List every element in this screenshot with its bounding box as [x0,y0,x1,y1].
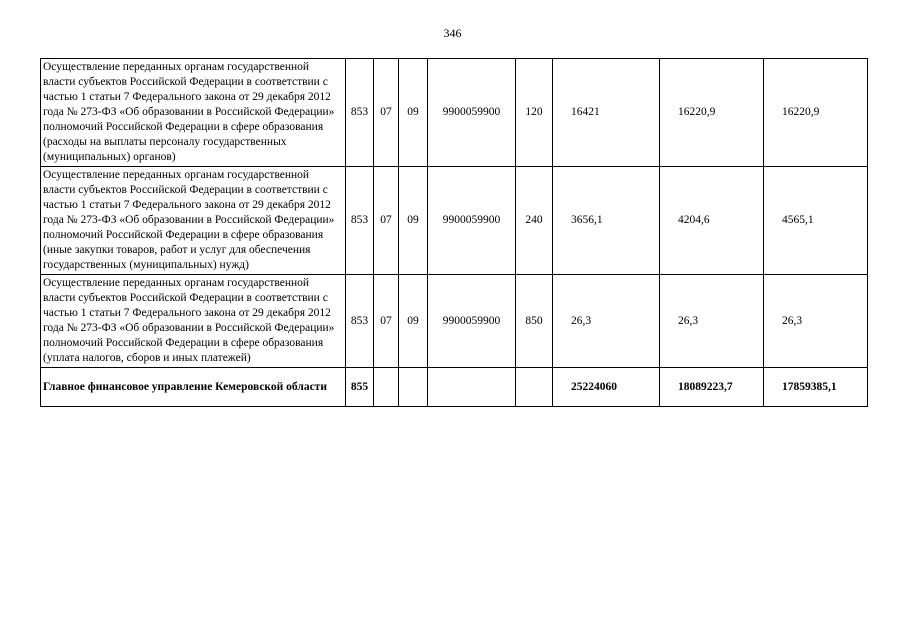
section-code: 07 [374,59,399,167]
target-article-code: 9900059900 [428,59,516,167]
ministry-code: 853 [346,167,374,275]
amount-year-3: 26,3 [764,275,868,368]
amount-year-2: 18089223,7 [660,368,764,407]
table-row-total [41,368,868,407]
amount-year-3: 17859385,1 [764,368,868,407]
amount-year-1: 3656,1 [553,167,660,275]
amount-year-2: 4204,6 [660,167,764,275]
amount-year-2: 26,3 [660,275,764,368]
expense-name: Главное финансовое управление Кемеровской области [41,368,346,407]
ministry-code: 853 [346,275,374,368]
budget-table [40,58,868,407]
expense-name: Осуществление переданных органам государственной власти субъектов Российской Федерации в соответствии с частью 1 статьи 7 Федерального закона от 29 декабря 2012 года № 273-ФЗ «Об образовании в Российской Федерации» полномочий Российской Федерации в сфере образования (расходы на выплаты персоналу государственных (муниципальных) органов) [41,59,346,167]
target-article-code [428,368,516,407]
amount-year-3: 4565,1 [764,167,868,275]
subsection-code: 09 [399,275,428,368]
subsection-code [399,368,428,407]
expense-type-code: 240 [516,167,553,275]
target-article-code: 9900059900 [428,167,516,275]
expense-type-code [516,368,553,407]
amount-year-1: 26,3 [553,275,660,368]
table-row [41,59,868,167]
ministry-code: 853 [346,59,374,167]
table-row [41,167,868,275]
target-article-code: 9900059900 [428,275,516,368]
subsection-code: 09 [399,59,428,167]
ministry-code: 855 [346,368,374,407]
amount-year-2: 16220,9 [660,59,764,167]
expense-type-code: 850 [516,275,553,368]
table-row [41,275,868,368]
subsection-code: 09 [399,167,428,275]
section-code: 07 [374,275,399,368]
amount-year-1: 16421 [553,59,660,167]
amount-year-3: 16220,9 [764,59,868,167]
section-code: 07 [374,167,399,275]
expense-name: Осуществление переданных органам государственной власти субъектов Российской Федерации в соответствии с частью 1 статьи 7 Федерального закона от 29 декабря 2012 года № 273-ФЗ «Об образовании в Российской Федерации» полномочий Российской Федерации в сфере образования (уплата налогов, сборов и иных платежей) [41,275,346,368]
expense-name: Осуществление переданных органам государственной власти субъектов Российской Федерации в соответствии с частью 1 статьи 7 Федерального закона от 29 декабря 2012 года № 273-ФЗ «Об образовании в Российской Федерации» полномочий Российской Федерации в сфере образования (иные закупки товаров, работ и услуг для обеспечения государственных (муниципальных) нужд) [41,167,346,275]
expense-type-code: 120 [516,59,553,167]
section-code [374,368,399,407]
page-number: 346 [443,26,462,40]
amount-year-1: 25224060 [553,368,660,407]
